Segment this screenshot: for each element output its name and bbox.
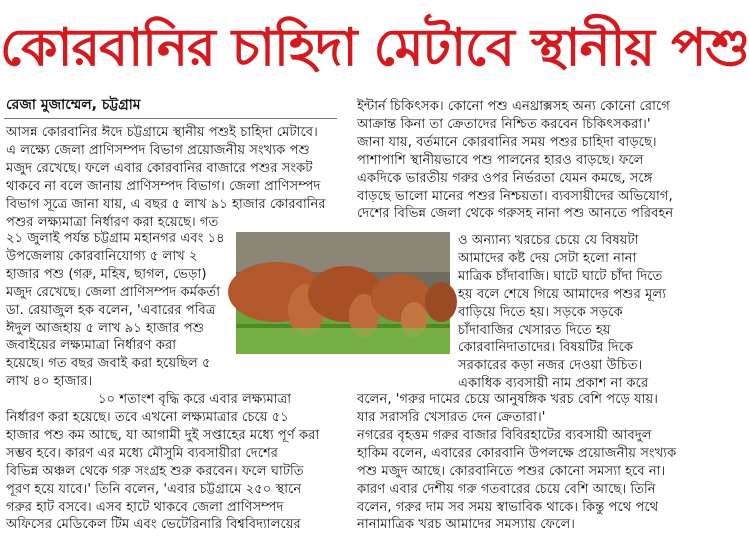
text-line: কোরবানিদাতাদের। বিষয়টির দিকে [458, 340, 634, 356]
text-line: উপজেলায় কোরবানিযোগ্য ৫ লাখ ২ [6, 248, 198, 264]
text-line: জবাইয়ের লক্ষ্যমাত্রা নির্ধারণ করা [6, 338, 177, 354]
text-line: হাকিম বলেন, এবারের কোরবানি উপলক্ষে প্রয়োজনীয় সংখ্যক [357, 445, 677, 461]
text-line: পূরণ হয়ে যাবে।' তিনি বলেন, 'এবার চট্টগ্রামে ২৫০ স্থানে [6, 481, 302, 497]
headline: কোরবানির চাহিদা মেটাবে স্থানীয় পশু [0, 18, 749, 78]
text-line: ১০ শতাংশ বৃদ্ধি করে এবার লক্ষ্যমাত্রা [98, 392, 292, 407]
text-line: নির্ধারণ করা হয়েছে। তবে এখনো লক্ষ্যমাত্রার চেয়ে ৫১ [6, 410, 289, 425]
byline-rule [4, 118, 337, 119]
text-line: কারণ এবার দেশীয় গরু গতবারের চেয়ে বেশি আছে। তিনি [357, 481, 656, 497]
text-line: জানা যায়, বর্তমানে কোরবানির সময় পশুর চাহিদা বাড়ছে। [357, 134, 657, 150]
byline: রেজা মুজাম্মেল, চট্টগ্রাম [6, 97, 141, 113]
text-line: বলেন, গরুর দাম সব সময় স্বাভাবিক থাকে। কিন্তু পথে পথে [357, 499, 659, 515]
shared-line-left [6, 391, 292, 409]
text-line: মজুদ রেখেছে। জেলা প্রাণিসম্পদ কর্মকর্তা [6, 284, 221, 300]
text-line: মজুদ রেখেছে। ফলে এবার কোরবানির বাজারে পশুর সংকট [6, 160, 313, 176]
right-column-wrap [458, 232, 684, 393]
cattle-photo [236, 232, 450, 354]
text-line: বাড়িয়ে দিতে হয়। সড়কে সড়কে [458, 304, 623, 320]
text-line: যার সরাসরি খেসারত দেন ক্রেতারা।' [357, 410, 546, 425]
text-line: হয় বলে শেষে গিয়ে আমাদের পশুর মূল্য [458, 286, 667, 302]
text-line: মাত্রিক চাঁদাবাজি। ঘাটে ঘাটে চাঁদা দিতে [458, 268, 663, 284]
text-line: নগরের বৃহত্তম গরুর বাজার বিবিরহাটের ব্যবসায়ী আবদুল [357, 427, 652, 443]
text-line: নানামাত্রিক খরচ আমাদের সমস্যায় ফেলে। [357, 517, 576, 533]
left-column-wrap [6, 230, 232, 391]
text-line: আমাদের কষ্ট দেয় সেটা হলো নানা [458, 250, 637, 266]
text-line: ডা. রেয়াজুল হক বলেন, 'এবারের পবিত্র [6, 302, 216, 318]
text-line: একদিকে ভারতীয় গরুর ওপর নির্ভরতা যেমন কমছে, সঙ্গে [357, 170, 653, 186]
text-line: লাখ ৪০ হাজার। [6, 374, 93, 390]
text-line: পশু মজুদ আছে। কোরবানিতে পশুর কোনো সমস্যা হবে না। [357, 463, 666, 479]
text-line: বিভিন্ন অঞ্চল থেকে গরু সংগ্রহ শুরু করবেন। ফলে ঘাটতি [6, 463, 304, 479]
text-line: সম্ভব হবে। কারণ এর মধ্যে মৌসুমি ব্যবসায়ীরা দেশের [6, 445, 279, 461]
text-line: গরুর হাট বসবে। এসব হাটে থাকবে জেলা প্রাণিসম্পদ [6, 499, 284, 515]
text-line: ও অন্যান্য খরচের চেয়ে যে বিষয়টা [458, 233, 639, 248]
text-line: এ লক্ষ্যে জেলা প্রাণিসম্পদ বিভাগ প্রয়োজনীয় সংখ্যক পশু [6, 142, 310, 158]
text-line: চাঁদাবাজির খেসারত দিতে হয় [458, 322, 611, 338]
text-line: ইন্টার্ন চিকিৎসক। কোনো পশু এনথ্রাক্সসহ অন্য কোনো রোগে [357, 99, 670, 114]
text-line: বলেন, 'গরুর দামের চেয়ে আনুষঙ্গিক খরচ বেশি পড়ে যায়। [357, 392, 659, 407]
text-line: আক্রান্ত কিনা তা ক্রেতাদের নিশ্চিত করবেন চিকিৎসকরা।' [357, 116, 651, 132]
text-line: হাজার পশু (গরু, মহিষ, ছাগল, ভেড়া) [6, 266, 207, 282]
text-line: দেশের বিভিন্ন জেলা থেকে গরুসহ নানা পশু আনতে পরিবহন [357, 206, 674, 222]
text-line: ঈদুল আজহায় ৫ লাখ ৯১ হাজার পশু [6, 320, 205, 336]
text-line: পাশাপাশি স্থানীয়ভাবে পশু পালনের হারও বাড়ছে। ফলে [357, 152, 644, 168]
shared-line-right [357, 391, 687, 409]
right-column-bottom [357, 409, 687, 534]
text-line: থাকবে না বলে জানায় প্রাণিসম্পদ বিভাগ। জেলা প্রাণিসম্পদ [6, 178, 321, 194]
left-column-top [6, 124, 338, 231]
text-line: অফিসের মেডিকেল টিম এবং ভেটেরিনারি বিশ্ববিদ্যালয়ের [6, 517, 301, 533]
text-line: আসন্ন কোরবানির ঈদে চট্টগ্রামে স্থানীয় পশুই চাহিদা মেটাবে। [6, 125, 318, 140]
text-line: বাড়ছে ভালো মানের পশুর নিশ্চয়তা। ব্যবসায়ীদের অভিযোগ, [357, 188, 673, 204]
text-line: বিভাগ সূত্রে জানা যায়, এ বছর ৫ লাখ ৯১ হাজার কোরবানির [6, 196, 326, 212]
text-line: সরকারের কড়া নজর দেওয়া উচিত। [458, 358, 643, 374]
text-line: হয়েছে। গত বছর জবাই করা হয়েছিল ৫ [6, 356, 211, 372]
text-line: পশুর লক্ষ্যমাত্রা নির্ধারণ করা হয়েছে। গত [6, 214, 219, 230]
left-column-bottom [6, 409, 348, 534]
text-line: একাধিক ব্যবসায়ী নাম প্রকাশ না করে [458, 376, 649, 392]
right-column-top [357, 98, 685, 223]
text-line: হাজার পশু কম আছে, যা আগামী দুই সপ্তাহের মধ্যে পূর্ণ করা [6, 427, 320, 443]
text-line: ২১ জুলাই পর্যন্ত চট্টগ্রাম মহানগর এবং ১৪ [6, 231, 225, 246]
